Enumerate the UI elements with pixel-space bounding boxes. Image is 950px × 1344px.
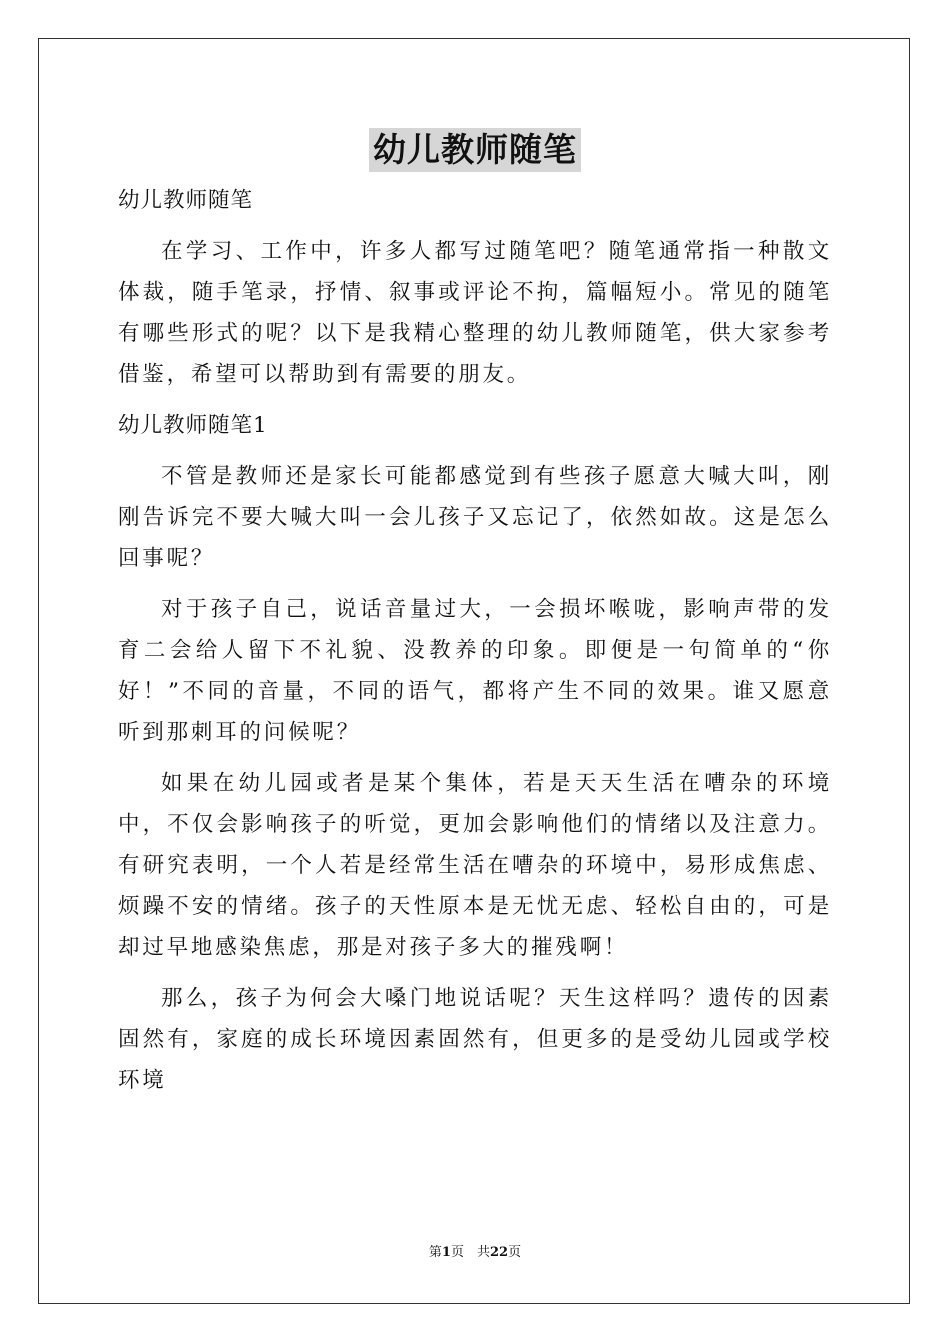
document-body [118, 180, 832, 1111]
document-title: 幼儿教师随笔 [369, 128, 581, 172]
paragraph: 不管是教师还是家长可能都感觉到有些孩子愿意大喊大叫，刚刚告诉完不要大喊大叫一会儿孩子又忘记了，依然如故。这是怎么回事呢？ [118, 464, 832, 571]
footer-page-mid: 页 共 [450, 1245, 490, 1260]
paragraph: 在学习、工作中，许多人都写过随笔吧？随笔通常指一种散文体裁，随手笔录，抒情、叙事或评论不拘，篇幅短小。常见的随笔有哪些形式的呢？以下是我精心整理的幼儿教师随笔，供大家参考借鉴，希望可以帮助到有需要的朋友。 [118, 239, 832, 387]
footer-page-suffix: 页 [508, 1245, 522, 1260]
footer-page-prefix: 第 [428, 1245, 442, 1260]
page-footer [0, 1244, 950, 1262]
section-heading: 幼儿教师随笔 [118, 188, 254, 213]
section-heading: 幼儿教师随笔1 [118, 413, 268, 438]
footer-page-current: 1 [441, 1245, 451, 1260]
paragraph: 那么，孩子为何会大嗓门地说话呢？天生这样吗？遗传的因素固然有，家庭的成长环境因素固然有，但更多的是受幼儿园或学校环境 [118, 986, 832, 1093]
paragraph: 对于孩子自己，说话音量过大，一会损坏喉咙，影响声带的发育二会给人留下不礼貌、没教养的印象。即便是一句简单的“你好！”不同的音量，不同的语气，都将产生不同的效果。谁又愿意听到那刺耳的问候呢？ [118, 597, 832, 745]
footer-page-total: 22 [489, 1245, 509, 1260]
paragraph: 如果在幼儿园或者是某个集体，若是天天生活在嘈杂的环境中，不仅会影响孩子的听觉，更加会影响他们的情绪以及注意力。有研究表明，一个人若是经常生活在嘈杂的环境中，易形成焦虑、烦躁不安的情绪。孩子的天性原本是无忧无虑、轻松自由的，可是却过早地感染焦虑，那是对孩子多大的摧残啊！ [118, 771, 832, 960]
title-container [0, 128, 950, 172]
